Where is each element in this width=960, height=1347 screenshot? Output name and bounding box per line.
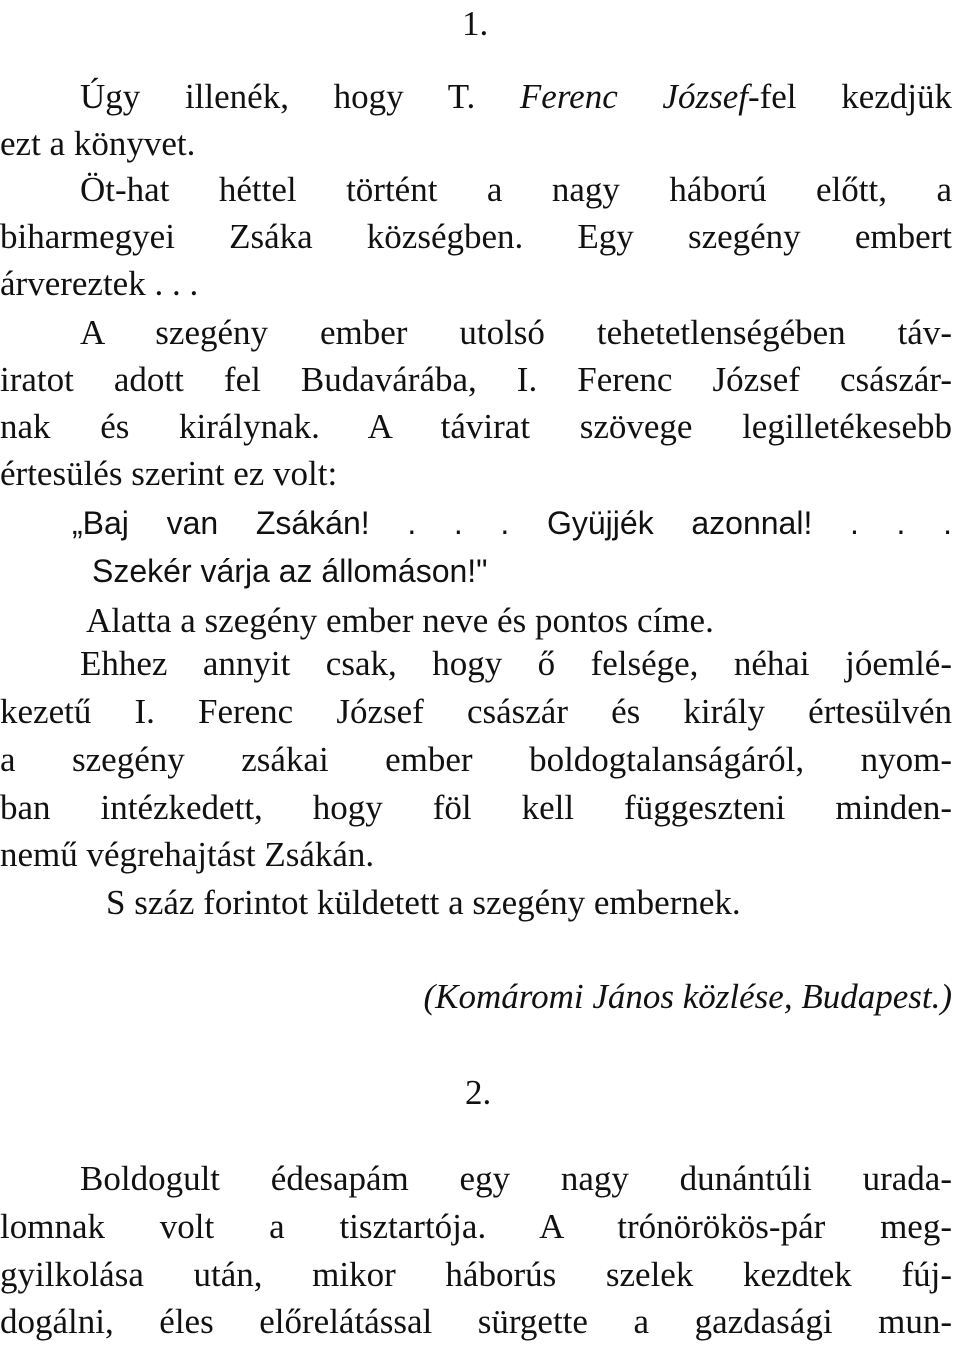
paragraph-5-line-3: a szegény zsákai ember boldogtalanságáról, nyom- [0,740,952,779]
paragraph-6: S száz forintot küldetett a szegény embernek. [106,883,741,922]
paragraph-3-line-1: A szegény ember utolsó tehetetlenségében táv- [80,313,952,352]
paragraph-3-line-2: iratot adott fel Budavárába, I. Ferenc József császár- [0,360,952,399]
section-2-line-3: gyilkolása után, mikor háborús szelek kezdtek fúj- [0,1255,952,1294]
paragraph-3-line-4: értesülés szerint ez volt: [0,454,338,493]
paragraph-5-line-2: kezetű I. Ferenc József császár és király értesülvén [0,692,952,731]
paragraph-5-line-5: nemű végrehajtást Zsákán. [0,835,375,874]
paragraph-5-line-1: Ehhez annyit csak, hogy ő felsége, néhai jóemlé- [80,644,952,683]
text-run: -fel kezdjük [747,77,952,116]
paragraph-1-line-2: ezt a könyvet. [0,124,196,163]
section-number-2: 2. [465,1073,492,1112]
telegram-line-1: „Baj van Zsákán! . . . Gyüjjék azonnal! . . . [72,505,952,541]
paragraph-1-line-1 [80,73,952,121]
telegram-line-2: Szekér várja az állomáson!" [92,553,488,589]
paragraph-2-line-1: Öt-hat héttel történt a nagy háború előtt, a [80,170,952,209]
section-2-line-1: Boldogult édesapám egy nagy dunántúli urada- [80,1159,952,1198]
paragraph-4: Alatta a szegény ember neve és pontos címe. [86,601,714,640]
emphasis-name: Ferenc József [519,77,748,116]
paragraph-2-line-2: biharmegyei Zsáka községben. Egy szegény embert [0,217,952,256]
paragraph-2-line-3: árvereztek . . . [0,264,199,303]
paragraph-3-line-3: nak és királynak. A távirat szövege legilletékesebb [0,407,952,446]
section-2-line-2: lomnak volt a tisztartója. A trónörökös-pár meg- [0,1207,952,1246]
text-run: Úgy illenék, hogy T. [80,77,476,116]
section-number-1: 1. [462,4,489,43]
section-2-line-4: dogálni, éles előrelátással sürgette a gazdasági mun- [0,1302,952,1341]
paragraph-5-line-4: ban intézkedett, hogy föl kell függeszteni minden- [0,788,952,827]
attribution: (Komáromi János közlése, Budapest.) [423,977,952,1016]
